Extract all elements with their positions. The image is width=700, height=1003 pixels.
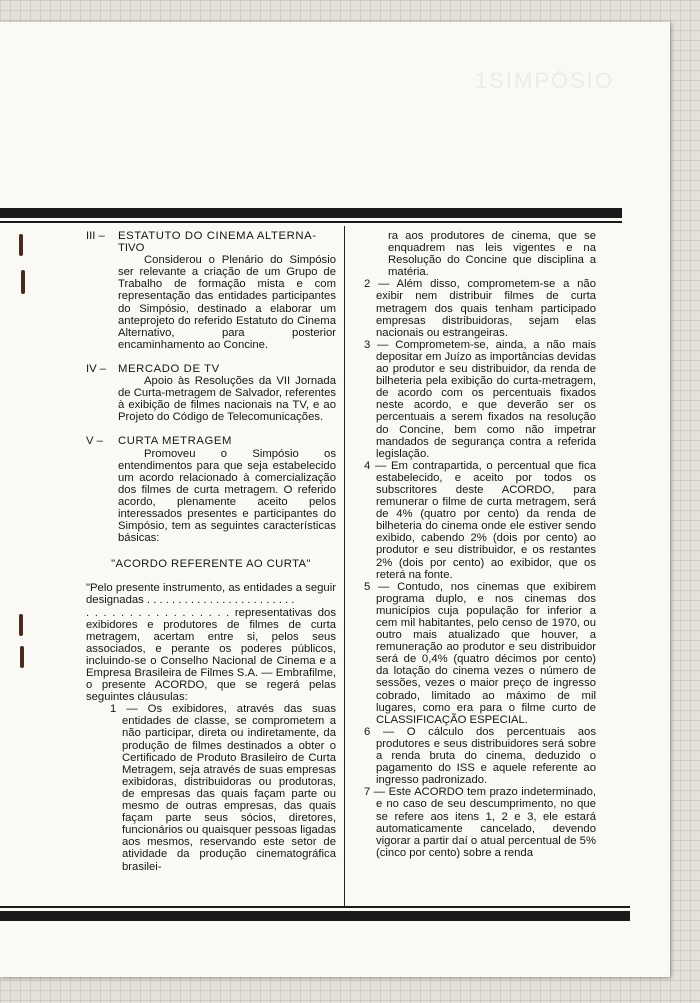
section-title: CURTA METRAGEM bbox=[118, 435, 233, 448]
clause-1: 1 — Os exibidores, através das suas entidades de classe, se comprometem a não participar, direta ou indiretamente, da produção de filmes destinados a obter o Certificado de Produto Brasileiro de Curta Metragem, seja através de suas empresas exibidoras, distribuidoras ou produtoras, de empresas das quais façam parte ou mesmo de outras empresas, das quais façam parte seus sócios, diretores, funcionários ou quaisquer pessoas ligadas aos mesmos, reservando este setor de atividade da produção cinematográfica brasilei- bbox=[110, 703, 336, 873]
section-number: III – bbox=[86, 230, 105, 242]
section-iii-body: Considerou o Plenário do Simpósio ser relevante a criação de um Grupo de Trabalho de formação mista e com representação das entidades participantes do Simpósio, destinado a elaborar um anteprojeto do referido Estatuto do Cinema Alternativo, para posterior encaminhamento ao Concine. bbox=[118, 254, 336, 351]
clause-4: 4 — Em contrapartida, o percentual que fica estabelecido, e aceito por todos os subscritores deste ACORDO, para remunerar o filme de curta metragem, será de 4% (quatro por cento) da renda de bilheteria do cinema onde ele estiver sendo exibido, cabendo 2% (dois por cento) ao produtor e seu distribuidor, e os restantes 2% (dois por cento) ao exibidor, que os reterá na fonte. bbox=[364, 459, 596, 581]
clause-5: 5 — Contudo, nos cinemas que exibirem programa duplo, e nos cinemas dos municípios cuja população for inferior a cem mil habitantes, pelo censo de 1970, ou outro mais atualizado que houver, a remuneração ao produtor e seu distribuidor será de 0,4% (quatro décimos por cento) da lotação do cinema vezes o número de sessões, vezes o maior preço de ingresso cobrado, limitado ao máximo de mil lugares, como era para o filme curto de CLASSIFICAÇÃO ESPECIAL. bbox=[364, 580, 596, 726]
top-rule-thin bbox=[0, 221, 622, 223]
clause-3: 3 — Comprometem-se, ainda, a não mais depositar em Juízo as importâncias devidas ao produtor e seu distribuidor, da renda de bilheteria pela exibição do curta-metragem, de acordo com os percentuais fixados neste acordo, e que deverão ser os percentuais a serem fixados na resolução do Concine, bem como não impetrar mandados de segurança contra a referida legislação. bbox=[364, 338, 596, 460]
section-title-continued: TIVO bbox=[118, 242, 145, 255]
bottom-rule-thin bbox=[0, 906, 630, 908]
section-number: V – bbox=[86, 435, 103, 448]
top-rule bbox=[0, 208, 622, 218]
left-column bbox=[86, 230, 336, 873]
binding-hole-mark bbox=[21, 270, 25, 294]
clause-6: 6 — O cálculo dos percentuais aos produtores e seus distribuidores será sobre a renda bruta do cinema, deduzido o pagamento do ISS e aquele referente ao ingresso padronizado. bbox=[364, 725, 596, 787]
section-v-body: Promoveu o Simpósio os entendimentos para que seja estabelecido um acordo relacionado à comercialização dos filmes de curta metragem. O referido acordo, plenamente aceito pelos interessados presentes e participantes do Simpósio, tem as seguintes características básicas: bbox=[118, 447, 336, 545]
section-iv-heading bbox=[86, 363, 336, 375]
right-column bbox=[364, 230, 596, 859]
clause-7: 7 — Este ACORDO tem prazo indeterminado, e no caso de seu descumprimento, no que se refere aos itens 1, 2 e 3, ele estará automaticamente cancelado, devendo vigorar a partir daí o atual percentual de 5% (cinco por cento) sobre a renda bbox=[364, 786, 596, 859]
binding-hole-mark bbox=[20, 646, 24, 668]
acordo-intro-continued: . . . . . . . . . . . . . . . . . representativas dos exibidores e produtores de filmes de curta metragem, acertam entre si, pelos seus associados, e perante os poderes públicos, incluindo-se o Conselho Nacional de Cinema e a Empresa Brasileira de Filmes S.A. — Embrafilme, o presente ACORDO, que se regerá pelas seguintes cláusulas: bbox=[86, 606, 336, 704]
section-number: IV – bbox=[86, 362, 107, 375]
section-title: MERCADO DE TV bbox=[118, 362, 220, 375]
binding-hole-mark bbox=[19, 614, 23, 636]
bleed-through-header: 1SIMPÓSIO bbox=[475, 68, 615, 93]
clause-1-continued: ra aos produtores de cinema, que se enquadrem nas leis vigentes e na Resolução do Concine que disciplina a matéria. bbox=[388, 230, 596, 279]
column-divider bbox=[344, 226, 345, 906]
bottom-rule bbox=[0, 911, 630, 921]
binding-hole-mark bbox=[19, 234, 23, 256]
section-iv-body: Apoio às Resoluções da VII Jornada de Curta-metragem de Salvador, referentes à exibição de filmes nacionais na TV, e ao Projeto do Código de Telecomunicações. bbox=[118, 375, 336, 424]
section-title: ESTATUTO DO CINEMA ALTERNA- bbox=[118, 230, 317, 242]
section-v-heading bbox=[86, 435, 336, 447]
acordo-title: "ACORDO REFERENTE AO CURTA" bbox=[111, 558, 311, 571]
acordo-intro: "Pelo presente instrumento, as entidades a seguir designadas . . . . . . . . . . . . . . . . . . . . . . . . bbox=[86, 582, 336, 607]
section-iii-heading bbox=[86, 230, 336, 242]
clause-2: 2 — Além disso, comprometem-se a não exibir nem distribuir filmes de curta metragem dos quais tenham participado empresas distribuidoras, sejam elas nacionais ou estrangeiras. bbox=[364, 278, 596, 339]
